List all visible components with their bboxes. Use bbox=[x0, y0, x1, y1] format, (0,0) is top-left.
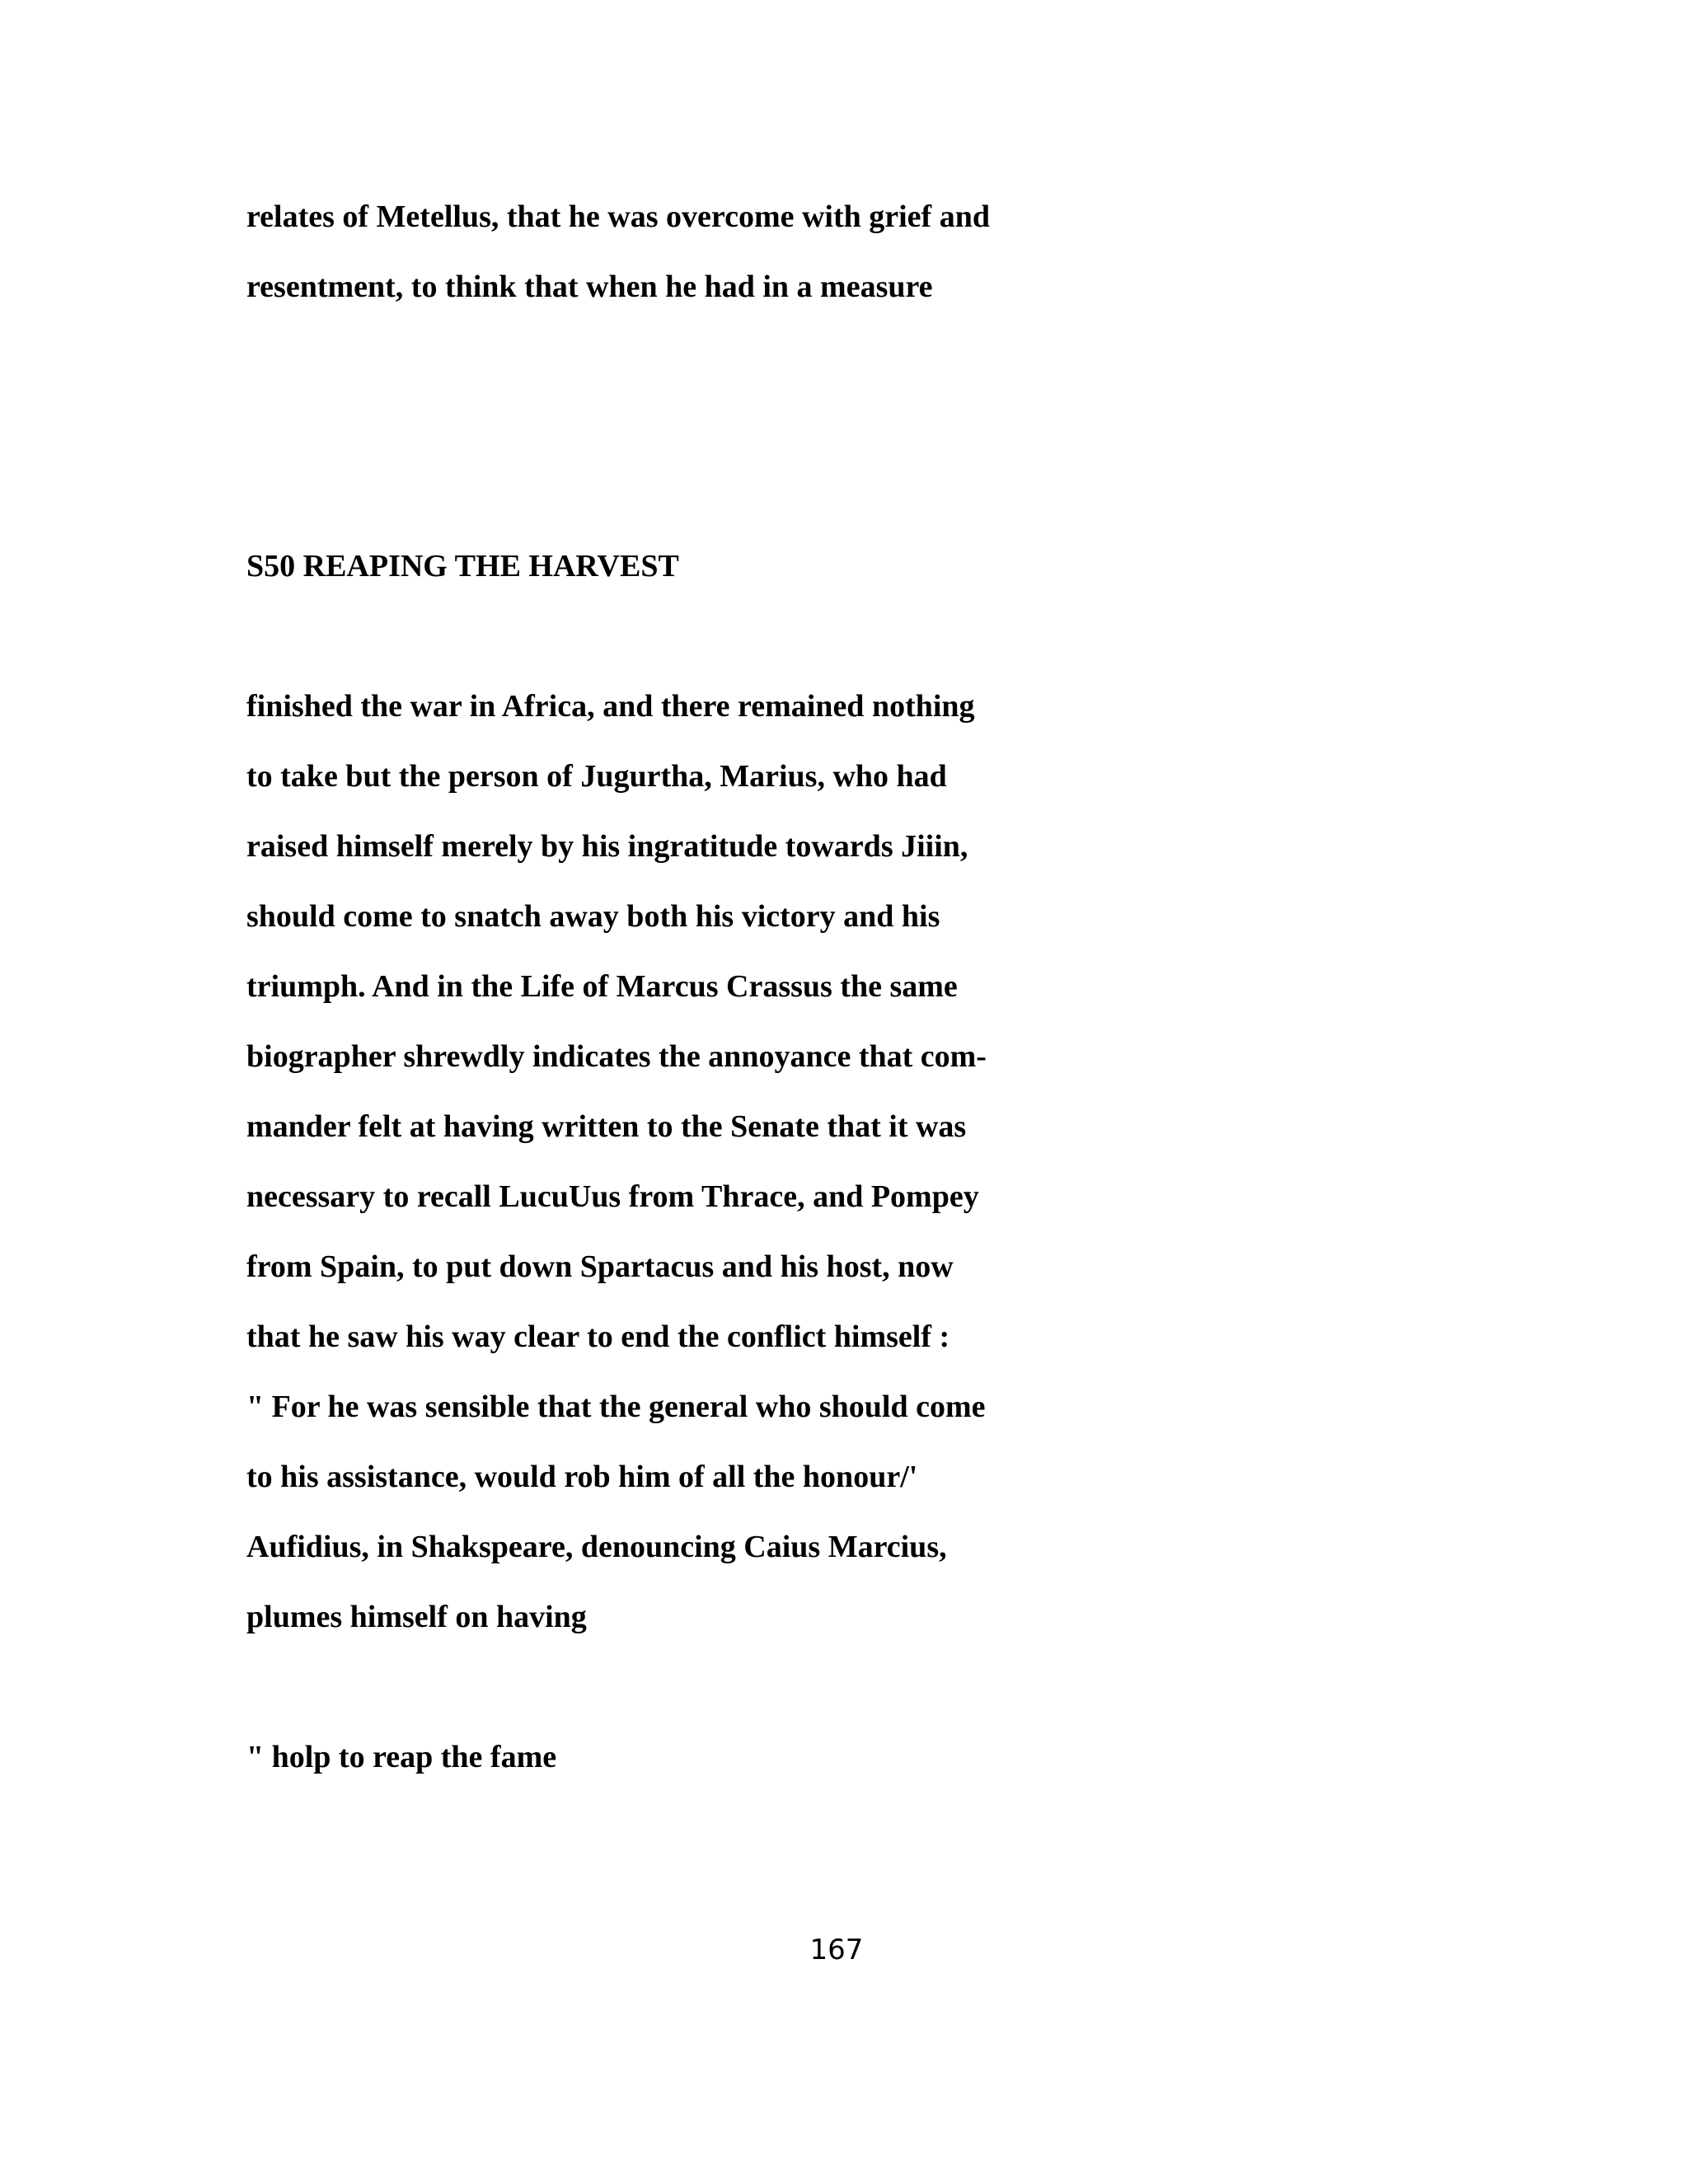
quote-line: " holp to reap the fame bbox=[246, 1740, 557, 1774]
text-line: should come to snatch away both his victory and his bbox=[246, 899, 940, 934]
text-line: to his assistance, would rob him of all the honour/' bbox=[246, 1460, 918, 1494]
text-line: mander felt at having written to the Senate that it was bbox=[246, 1109, 967, 1144]
text-line: Aufidius, in Shakspeare, denouncing Caius Marcius, bbox=[246, 1530, 947, 1564]
text-line: relates of Metellus, that he was overcome with grief and bbox=[246, 199, 990, 234]
text-line: to take but the person of Jugurtha, Marius, who had bbox=[246, 759, 947, 794]
text-line: resentment, to think that when he had in a measure bbox=[246, 269, 933, 304]
text-line: that he saw his way clear to end the conflict himself : bbox=[246, 1319, 950, 1354]
text-line: finished the war in Africa, and there remained nothing bbox=[246, 689, 975, 724]
page-number: 167 bbox=[809, 1933, 864, 1966]
text-line: plumes himself on having bbox=[246, 1600, 587, 1634]
text-line: from Spain, to put down Spartacus and his host, now bbox=[246, 1249, 954, 1284]
text-line: raised himself merely by his ingratitude towards Jiiin, bbox=[246, 829, 968, 864]
running-header: S50 REAPING THE HARVEST bbox=[246, 549, 679, 583]
text-line: triumph. And in the Life of Marcus Crassus the same bbox=[246, 969, 958, 1004]
text-line: necessary to recall LucuUus from Thrace, and Pompey bbox=[246, 1179, 979, 1214]
text-line: biographer shrewdly indicates the annoyance that com- bbox=[246, 1039, 987, 1074]
text-line: " For he was sensible that the general who should come bbox=[246, 1390, 986, 1424]
